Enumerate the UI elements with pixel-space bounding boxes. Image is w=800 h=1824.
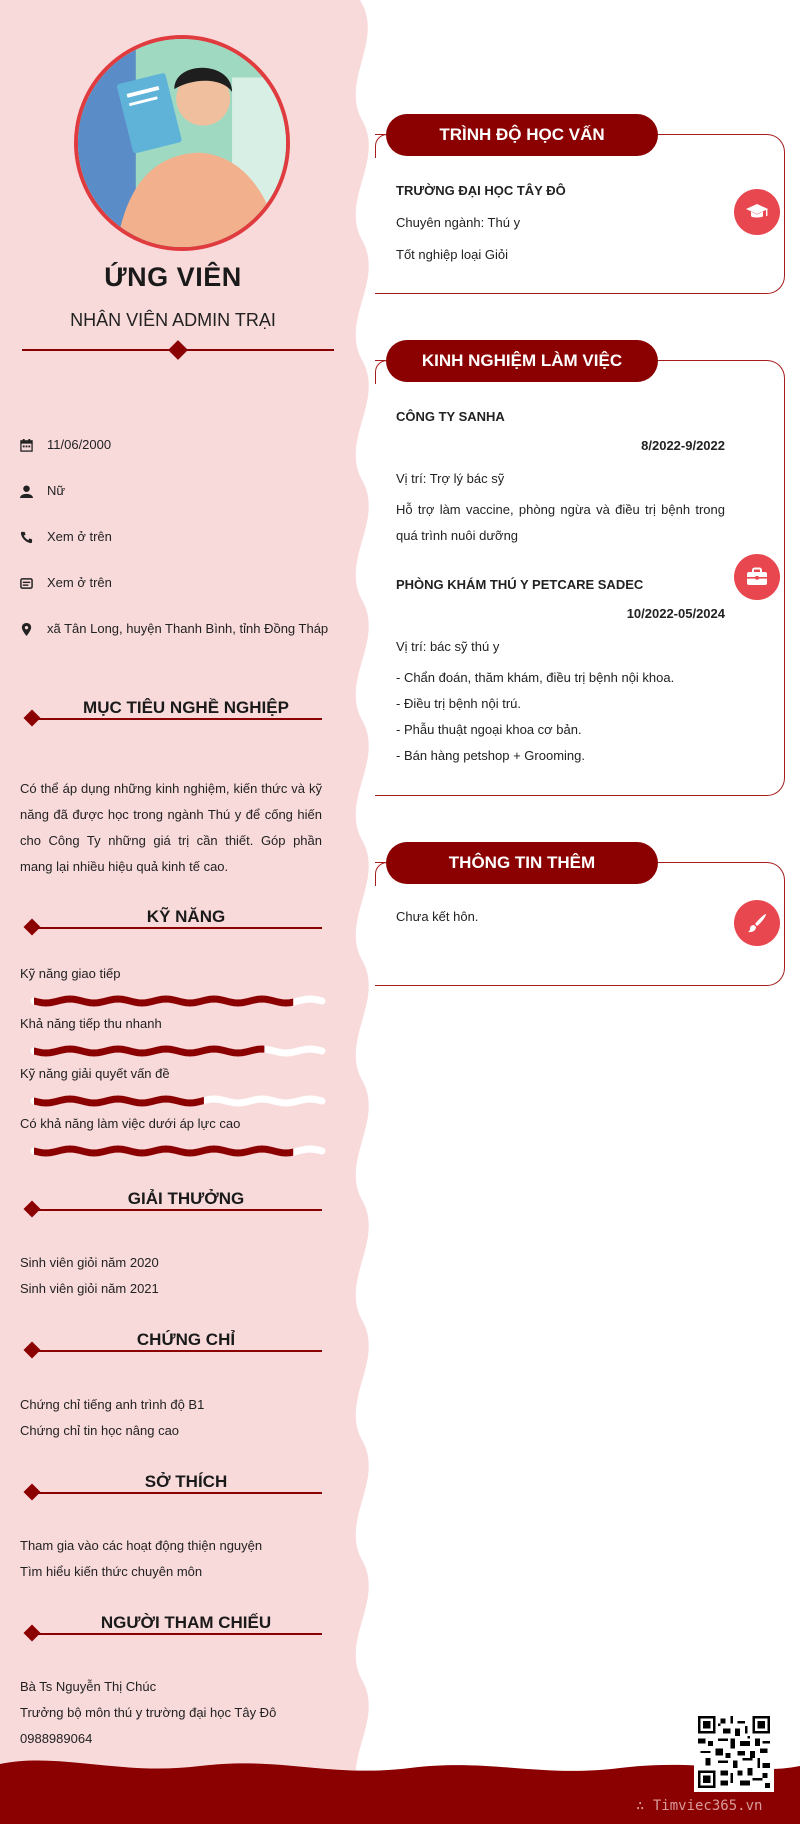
skill-label: Khả năng tiếp thu nhanh — [20, 1016, 162, 1031]
job-date: 8/2022-9/2022 — [641, 438, 725, 453]
awards-heading — [20, 1189, 322, 1219]
section-title: NGƯỜI THAM CHIẾU — [100, 1613, 272, 1632]
skill-label: Kỹ năng giao tiếp — [20, 966, 121, 981]
list-item: Chứng chỉ tin học nâng cao — [20, 1423, 180, 1438]
skill-label: Kỹ năng giải quyết vấn đề — [20, 1066, 170, 1081]
job-company: CÔNG TY SANHA — [396, 409, 505, 424]
list-item: - Chẩn đoán, thăm khám, điều trị bệnh nội khoa. — [396, 670, 675, 685]
contact-list — [20, 432, 330, 662]
certificates-heading — [20, 1330, 322, 1360]
hobbies-list — [20, 1533, 322, 1585]
diamond-icon — [24, 1484, 41, 1501]
avatar — [74, 35, 290, 251]
section-title: CHỨNG CHỈ — [136, 1330, 236, 1349]
contact-value: 11/06/2000 — [47, 437, 112, 452]
awards-list — [20, 1250, 322, 1302]
references-heading — [20, 1613, 322, 1643]
diamond-icon — [24, 919, 41, 936]
skill-bar — [34, 1044, 322, 1058]
skill-bar-fill — [34, 999, 322, 1003]
candidate-name: ỨNG VIÊN — [104, 262, 242, 292]
section-title: GIẢI THƯỞNG — [127, 1189, 245, 1208]
extra-title: THÔNG TIN THÊM — [386, 842, 658, 884]
experience-title: KINH NGHIỆM LÀM VIỆC — [386, 340, 658, 382]
list-item: Tham gia vào các hoạt động thiện nguyện — [20, 1538, 263, 1553]
location-icon — [20, 616, 47, 642]
extra-text: Chưa kết hôn. — [396, 909, 479, 924]
contact-value: Xem ở trên — [47, 575, 112, 590]
contact-birthday — [20, 432, 330, 458]
list-item: - Bán hàng petshop + Grooming. — [396, 748, 585, 763]
skill-bar — [34, 994, 322, 1008]
diamond-icon — [24, 710, 41, 727]
briefcase-icon — [734, 554, 780, 600]
diamond-icon — [24, 1625, 41, 1642]
job-details — [396, 665, 725, 769]
contact-email — [20, 570, 330, 596]
section-title: KỸ NĂNG — [146, 907, 226, 926]
diamond-icon — [24, 1201, 41, 1218]
job-detail: Hỗ trợ làm vaccine, phòng ngừa và điều trị bệnh trong quá trình nuôi dưỡng — [396, 502, 725, 543]
user-icon — [20, 478, 47, 504]
list-item: Bà Ts Nguyễn Thị Chúc — [20, 1679, 157, 1694]
list-item: Chứng chỉ tiếng anh trình độ B1 — [20, 1397, 205, 1412]
watermark: ∴ Timviec365.vn — [636, 1798, 763, 1814]
certificates-list — [20, 1392, 322, 1444]
contact-phone — [20, 524, 330, 550]
skill-bar — [34, 1094, 322, 1108]
skills-heading — [20, 907, 322, 937]
list-item: Tìm hiểu kiến thức chuyên môn — [20, 1564, 203, 1579]
graduation-cap-icon — [734, 189, 780, 235]
education-school: TRƯỜNG ĐẠI HỌC TÂY ĐÔ — [396, 183, 566, 198]
job-date: 10/2022-05/2024 — [626, 606, 725, 621]
education-major: Chuyên ngành: Thú y — [396, 215, 521, 230]
section-title: MỤC TIÊU NGHỀ NGHIỆP — [83, 698, 289, 717]
list-item: Trưởng bộ môn thú y trường đại học Tây Đô — [20, 1705, 277, 1720]
job-role: Vị trí: bác sỹ thú y — [396, 639, 500, 654]
phone-icon — [20, 524, 47, 550]
list-item: 0988989064 — [20, 1731, 93, 1746]
email-icon — [20, 570, 47, 596]
contact-value: Xem ở trên — [47, 529, 112, 544]
candidate-position: NHÂN VIÊN ADMIN TRẠI — [70, 310, 276, 330]
profile-photo — [78, 39, 286, 247]
qr-code[interactable] — [694, 1712, 774, 1792]
section-title: SỞ THÍCH — [144, 1472, 228, 1491]
contact-address — [20, 616, 330, 642]
job-role: Vị trí: Trợ lý bác sỹ — [396, 471, 505, 486]
education-grade: Tốt nghiệp loại Giỏi — [396, 247, 509, 262]
job-company: PHÒNG KHÁM THÚ Y PETCARE SADEC — [396, 577, 644, 592]
skill-label: Có khả năng làm việc dưới áp lực cao — [20, 1116, 241, 1131]
hobbies-heading — [20, 1472, 322, 1502]
skill-bar-fill — [34, 1149, 322, 1153]
list-item: Sinh viên giỏi năm 2020 — [20, 1255, 159, 1270]
education-title: TRÌNH ĐỘ HỌC VẤN — [386, 114, 658, 156]
objective-heading — [20, 698, 322, 728]
qr-code-icon — [698, 1716, 770, 1788]
skill-bar — [34, 1144, 322, 1158]
contact-gender — [20, 478, 330, 504]
diamond-icon — [24, 1342, 41, 1359]
list-item: - Điều trị bệnh nội trú. — [396, 696, 522, 711]
paint-brush-icon — [734, 900, 780, 946]
calendar-icon — [20, 432, 47, 458]
objective-text: Có thể áp dụng những kinh nghiệm, kiến thức và kỹ năng đã được học trong ngành Thú y để cống hiến cho Công Ty những giá trị cần thiết. Góp phần mang lại nhiều hiệu quả kinh tế cao. — [20, 781, 322, 874]
references-list — [20, 1674, 322, 1752]
contact-value: xã Tân Long, huyện Thanh Bình, tỉnh Đồng Tháp — [47, 621, 329, 636]
list-item: Sinh viên giỏi năm 2021 — [20, 1281, 159, 1296]
list-item: - Phẫu thuật ngoại khoa cơ bản. — [396, 722, 582, 737]
contact-value: Nữ — [47, 483, 66, 498]
